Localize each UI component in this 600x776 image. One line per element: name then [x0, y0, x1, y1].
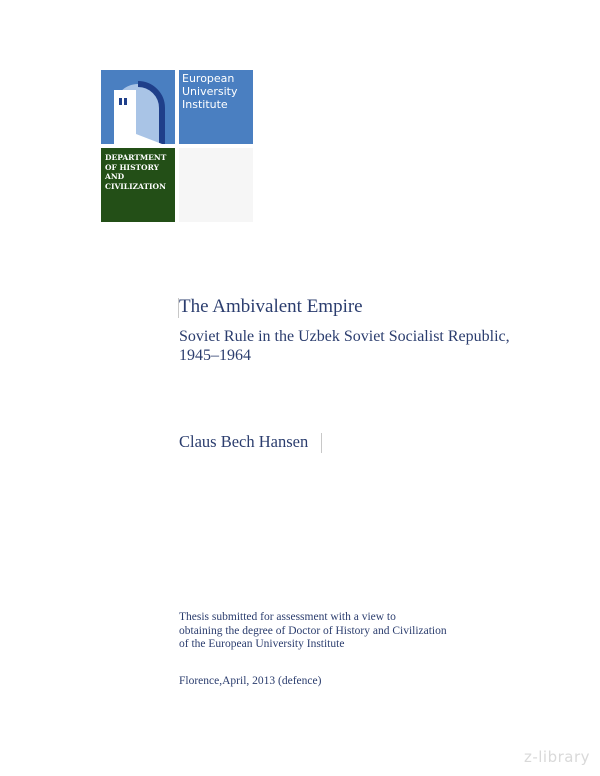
eui-name: [182, 72, 238, 111]
text-cursor-mark: [321, 433, 322, 453]
thesis-statement-line: Thesis submitted for assessment with a view to: [179, 611, 396, 623]
department-line: DEPARTMENT: [105, 153, 167, 162]
department-line: OF HISTORY: [105, 162, 159, 172]
eui-name-line: European: [182, 72, 235, 85]
eui-logo: [101, 70, 253, 222]
eui-name-line: University: [182, 85, 238, 98]
eui-arch-logo-icon: [101, 70, 175, 144]
z-library-watermark: z-library: [523, 748, 590, 766]
thesis-subtitle: [179, 327, 559, 365]
thesis-statement-line: obtaining the degree of Doctor of History and Civilization: [179, 624, 447, 637]
defence-date: Florence,April, 2013 (defence): [179, 675, 322, 687]
thesis-statement-line: of the European University Institute: [179, 638, 345, 650]
department-name: [105, 153, 166, 191]
subtitle-line: 1945–1964: [179, 347, 251, 364]
department-line: AND: [105, 172, 125, 181]
subtitle-line: Soviet Rule in the Uzbek Soviet Socialist Republic,: [179, 328, 510, 345]
eui-name-block: [179, 70, 253, 144]
thesis-statement: [179, 611, 447, 652]
thesis-title: The Ambivalent Empire: [179, 296, 363, 317]
author-name: Claus Bech Hansen: [179, 432, 309, 451]
department-block: [101, 148, 175, 222]
eui-name-line: Institute: [182, 98, 228, 111]
department-line: CIVILIZATION: [105, 181, 166, 191]
logo-blank-cell: [179, 148, 253, 222]
